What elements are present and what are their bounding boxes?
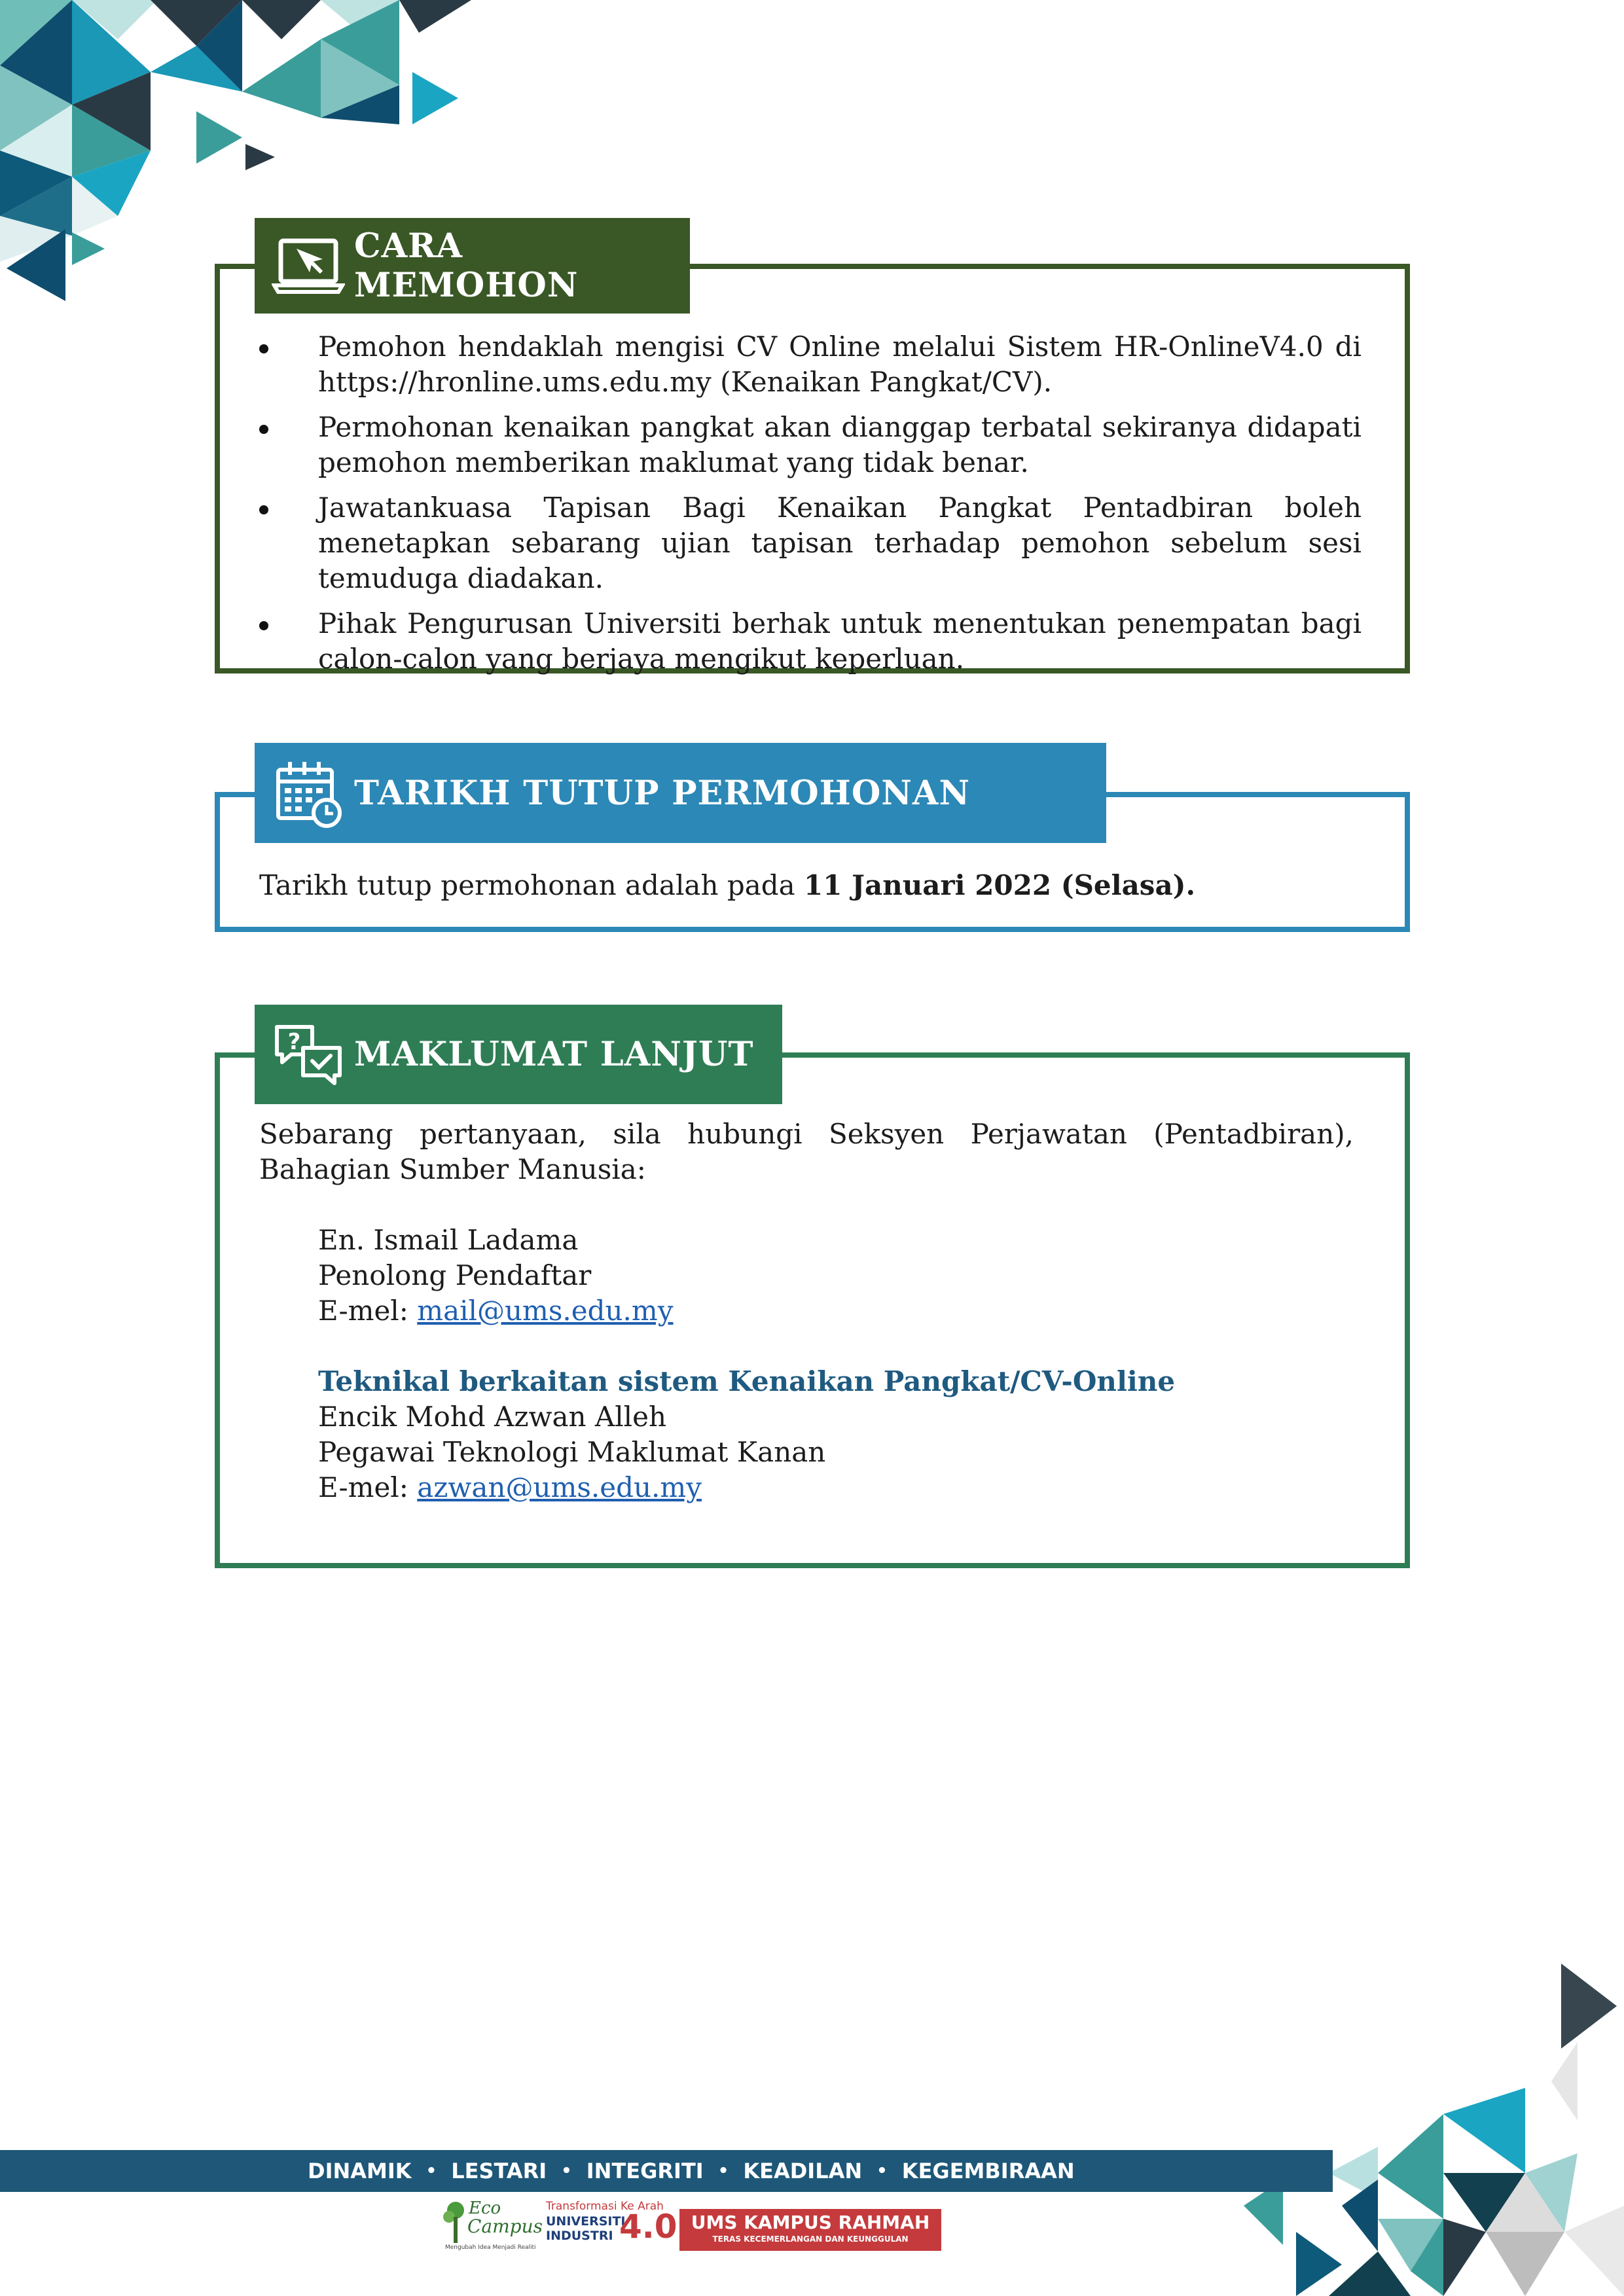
value-item: KEGEMBIRAAN [901, 2159, 1075, 2183]
contact-email-line: E-mel: mail@ums.edu.my [318, 1295, 674, 1327]
closing-date: 11 Januari 2022 (Selasa). [804, 869, 1196, 901]
cara-memohon-list [259, 329, 1362, 687]
technical-heading: Teknikal berkaitan sistem Kenaikan Pangkat/CV-Online [318, 1365, 1176, 1397]
contact-name: Encik Mohd Azwan Alleh [318, 1401, 666, 1433]
ums-kampus-rahmah-logo: UMS KAMPUS RAHMAH TERAS KECEMERLANGAN DAN KEUNGGULAN [679, 2209, 941, 2251]
cara-memohon-header [255, 218, 690, 314]
list-item: Permohonan kenaikan pangkat akan dianggap terbatal sekiranya didapati pemohon memberikan maklumat yang tidak benar. [259, 410, 1362, 480]
list-item: Pihak Pengurusan Universiti berhak untuk menentukan penempatan bagi calon-calon yang berjaya mengikut keperluan. [259, 606, 1362, 677]
value-item: LESTARI [451, 2159, 547, 2183]
contact-role: Penolong Pendaftar [318, 1259, 592, 1291]
contact-card-admin [318, 1223, 673, 1329]
value-item: INTEGRITI [586, 2159, 704, 2183]
email-link[interactable]: mail@ums.edu.my [417, 1295, 674, 1327]
bullet-icon [259, 425, 268, 434]
closing-date-text: Tarikh tutup permohonan adalah pada 11 Januari 2022 (Selasa). [259, 869, 1196, 901]
eco-campus-logo: Eco Campus Mengubah Idea Menjadi Realiti [442, 2197, 535, 2257]
section-title: CARA MEMOHON [354, 226, 579, 305]
universiti-industri-logo: Transformasi Ke Arah UNIVERSITI INDUSTRI 4.0 [546, 2200, 677, 2246]
maklumat-lanjut-header [255, 1005, 782, 1104]
bullet-icon [259, 344, 268, 353]
core-values [308, 2153, 1075, 2189]
separator: • [717, 2161, 729, 2181]
contact-name: En. Ismail Ladama [318, 1224, 579, 1256]
separator: • [561, 2161, 572, 2181]
tarikh-tutup-header [255, 743, 1106, 843]
bullet-icon [259, 621, 268, 630]
tree-icon [442, 2200, 469, 2246]
laptop-cursor-icon [272, 229, 345, 302]
svg-text:?: ? [287, 1029, 302, 1055]
contact-card-technical [318, 1364, 1175, 1505]
calendar-clock-icon [272, 757, 345, 830]
section-title: MAKLUMAT LANJUT [354, 1035, 754, 1074]
enquiry-intro: Sebarang pertanyaan, sila hubungi Seksyen Perjawatan (Pentadbiran), Bahagian Sumber Manusia: [259, 1118, 1354, 1185]
section-title: TARIKH TUTUP PERMOHONAN [354, 773, 971, 813]
contact-role: Pegawai Teknologi Maklumat Kanan [318, 1436, 826, 1468]
value-item: DINAMIK [308, 2159, 412, 2183]
contact-email-line: E-mel: azwan@ums.edu.my [318, 1471, 702, 1503]
value-item: KEADILAN [743, 2159, 863, 2183]
separator: • [425, 2161, 437, 2181]
email-link[interactable]: azwan@ums.edu.my [417, 1471, 702, 1503]
decorative-triangles-bottom-right [1080, 1957, 1624, 2296]
separator: • [876, 2161, 888, 2181]
list-item: Pemohon hendaklah mengisi CV Online melalui Sistem HR-OnlineV4.0 di https://hronline.ums.edu.my (Kenaikan Pangkat/CV). [259, 329, 1362, 400]
bullet-icon [259, 505, 268, 514]
chat-question-check-icon [272, 1018, 345, 1091]
list-item: Jawatankuasa Tapisan Bagi Kenaikan Pangkat Pentadbiran boleh menetapkan sebarang ujian tapisan terhadap pemohon sebelum sesi temuduga diadakan. [259, 490, 1362, 596]
